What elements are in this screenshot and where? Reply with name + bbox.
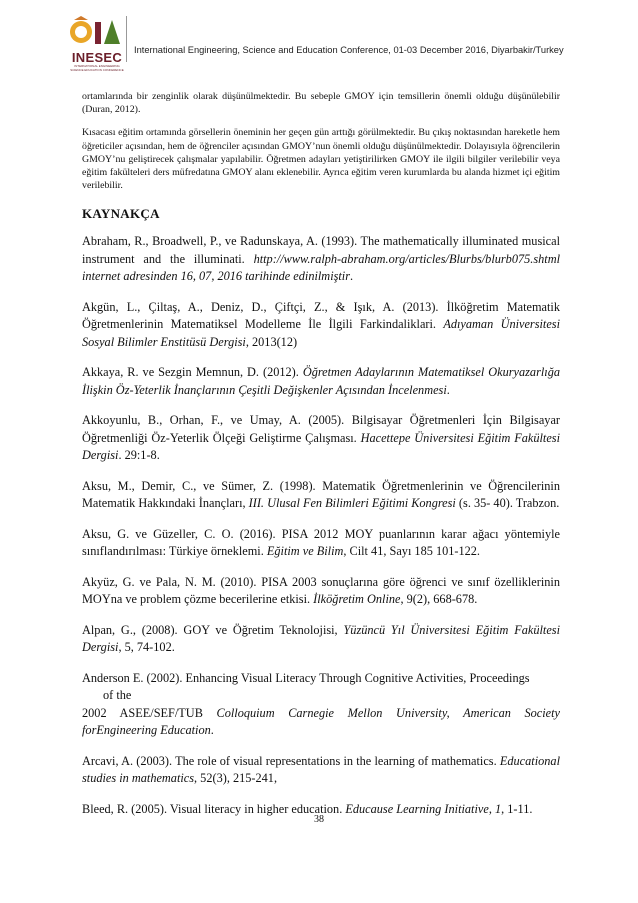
reference-item: Aksu, G. ve Güzeller, C. O. (2016). PISA 2012 MOY puanlarının karar ağacı yöntemiyle sınıflandırılması: Türkiye örneklemi. Eğitim ve Bilim, Cilt 41, Sayı 185 101-122. (82, 526, 560, 559)
reference-item: Anderson E. (2002). Enhancing Visual Literacy Through Cognitive Activities, Proceedings of the 2002 ASEE/SEF/TUB Colloquium Carnegie Mellon University, American Society forEngineering Education. (82, 670, 560, 738)
conference-title: International Engineering, Science and Education Conference, 01-03 December 2016, Diyarbakir/Turkey (134, 45, 564, 55)
reference-item: Arcavi, A. (2003). The role of visual representations in the learning of mathematics. Educational studies in mathematics, 52(3), 215-241, (82, 753, 560, 786)
logo-graphic (68, 14, 126, 50)
reference-item: Akkaya, R. ve Sezgin Memnun, D. (2012). Öğretmen Adaylarının Matematiksel Okuryazarlığa İlişkin Öz-Yeterlik İnançlarının Çeşitli Değişkenler Açısından İncelenmesi. (82, 365, 560, 397)
reference-item: Bleed, R. (2005). Visual literacy in higher education. Educause Learning Initiative, 1, 1-11. (82, 801, 533, 816)
reference-item: Akyüz, G. ve Pala, N. M. (2010). PISA 2003 sonuçlarına göre öğrenci ve sınıf özelliklerinin MOYna ve problem çözme becerilerine etkisi. İlköğretim Online, 9(2), 668-678. (82, 574, 560, 607)
logo-subtext: INTERNATIONAL ENGINEERING SCIENCE EDUCATION CONFERENCE (70, 64, 124, 72)
reference-item: Aksu, M., Demir, C., ve Sümer, Z. (1998). Matematik Öğretmenlerinin ve Öğrencilerinin Matematik Hakkındaki İnançları, III. Ulusal Fen Bilimleri Eğitimi Kongresi (s. 35- 40). Trabzon. (82, 478, 560, 511)
page-body (82, 90, 560, 831)
header-divider (126, 16, 127, 62)
page-header (68, 14, 573, 70)
paragraph: Kısacası eğitim ortamında görsellerin öneminin her geçen gün arttığı görülmektedir. Bu çıkış noktasından hareketle hem öğreticiler açısından, hem de öğrenciler açısından GMOY’nun önemli olduğu düşünülmektedir. Dolayısıyla öğrencilerin GMOY’nu geliştirecek çalışmalar yapılabilir. Öğretmen adayları yetiştirilirken GMOY ile ilgili bilgiler verilebilir veya eğitim fakülteleri ders müfredatına GMOY alanı eklenebilir. Ayrıca eğitim veren kurumlarda bu alanda hizmet içi eğitim verilebilir. (82, 127, 560, 192)
reference-item: Akgün, L., Çiltaş, A., Deniz, D., Çiftçi, Z., & Işık, A. (2013). İlköğretim Matematik Öğretmenlerinin Matematiksel Modelleme İle İlgili Farkindaliklari. Adıyaman Üniversitesi Sosyal Bilimler Enstitüsü Dergisi, 2013(12) (82, 299, 560, 349)
references-heading: KAYNAKÇA (82, 206, 160, 222)
reference-item: Alpan, G., (2008). GOY ve Öğretim Teknolojisi, Yüzüncü Yıl Üniversitesi Eğitim Fakültesi Dergisi, 5, 74-102. (82, 622, 561, 655)
reference-item: Abraham, R., Broadwell, P., ve Radunskaya, A. (1993). The mathematically illuminated musical instrument and the illuminati. http://www.ralph-abraham.org/articles/Blurbs/blurb075.shtml internet adresinden 16, 07, 2016 tarihinde edinilmiştir. (82, 234, 560, 284)
logo-text: INESEC (71, 50, 123, 65)
paragraph: ortamlarında bir zenginlik olarak düşünülmektedir. Bu sebeple GMOY için temsillerin önemli olduğu düşünülebilir (Duran, 2012). (82, 91, 560, 116)
page-number: 38 (314, 814, 324, 825)
reference-item: Akkoyunlu, B., Orhan, F., ve Umay, A. (2005). Bilgisayar Öğretmenleri İçin Bilgisayar Öğretmenliği Öz-Yeterlik Ölçeği Geliştirme Çalışması. Hacettepe Üniversitesi Eğitim Fakültesi Dergisi. 29:1-8. (82, 413, 560, 463)
inesec-logo (68, 14, 126, 70)
